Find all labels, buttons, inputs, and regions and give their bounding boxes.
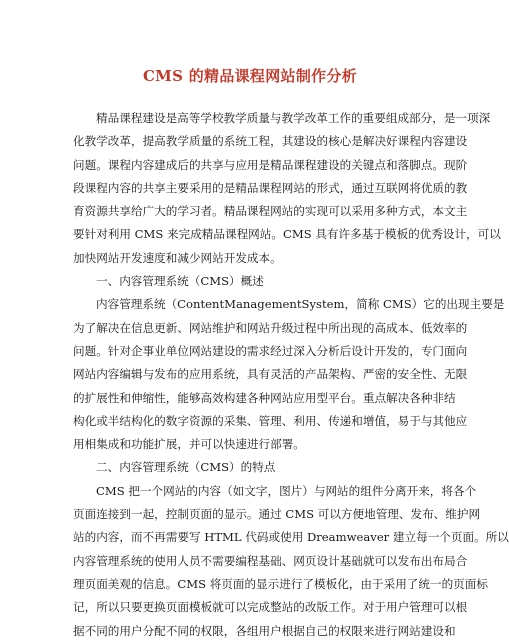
text-line: 问题。针对企事业单位网站建设的需求经过深入分析后设计开发的，专门面向 xyxy=(73,343,468,358)
text-line: 内容管理系统的使用人员不需要编程基础、网页设计基础就可以发布出布局合 xyxy=(73,553,468,568)
document-body xyxy=(73,107,509,643)
text-line: 化教学改革，提高教学质量的系统工程，其建设的核心是解决好课程内容建设 xyxy=(73,134,468,149)
text-line: 构化或半结构化的数字资源的采集、管理、利用、传递和增值，易于与其他应 xyxy=(73,413,468,428)
text-line: 精品课程建设是高等学校教学质量与教学改革工作的重要组成部分，是一项深 xyxy=(96,111,491,125)
text-line: 据不同的用户分配不同的权限，各组用户根据自己的权限来进行网站建设和 xyxy=(73,623,456,638)
text-line: 站的内容，而不再需要写 HTML 代码或使用 Dreamweaver 建立每一个页面。所以 xyxy=(73,530,509,545)
text-line: 为了解决在信息更新、网站维护和网站升级过程中所出现的高成本、低效率的 xyxy=(73,320,468,335)
text-line: 加快网站开发速度和减少网站开发成本。 xyxy=(73,250,282,265)
text-line: CMS 把一个网站的内容（如文字，图片）与网站的组件分离开来，将各个 xyxy=(96,483,477,498)
text-line: 记，所以只要更换页面模板就可以完成整站的改版工作。对于用户管理可以根 xyxy=(73,600,468,615)
document-title: CMS 的精品课程网站制作分析 xyxy=(142,67,358,85)
text-line: 段课程内容的共享主要采用的是精品课程网站的形式，通过互联网将优质的教 xyxy=(73,180,468,195)
section-heading: 二、内容管理系统（CMS）的特点 xyxy=(96,460,276,475)
text-line: 网站内容编辑与发布的应用系统，具有灵活的产品架构、严密的安全性、无限 xyxy=(73,367,468,382)
text-line: 内容管理系统（ContentManagementSystem，简称 CMS）它的出现主要是 xyxy=(96,297,505,312)
text-line: 的扩展性和伸缩性，能够高效构建各种网站应用型平台。重点解决各种非结 xyxy=(73,390,456,405)
text-line: 育资源共享给广大的学习者。精品课程网站的实现可以采用多种方式，本文主 xyxy=(73,204,468,219)
text-line: 用相集成和功能扩展，并可以快速进行部署。 xyxy=(73,437,305,452)
text-line: 问题。课程内容建成后的共享与应用是精品课程建设的关键点和落脚点。现阶 xyxy=(73,157,468,172)
text-line: 要针对利用 CMS 来完成精品课程网站。CMS 具有许多基于模板的优秀设计，可以 xyxy=(73,227,501,242)
text-line: 理页面美观的信息。CMS 将页面的显示进行了模板化，由于采用了统一的页面标 xyxy=(73,576,488,591)
text-line: 页面连接到一起，控制页面的显示。通过 CMS 可以方便地管理、发布、维护网 xyxy=(73,507,481,522)
section-heading: 一、内容管理系统（CMS）概述 xyxy=(96,274,264,289)
